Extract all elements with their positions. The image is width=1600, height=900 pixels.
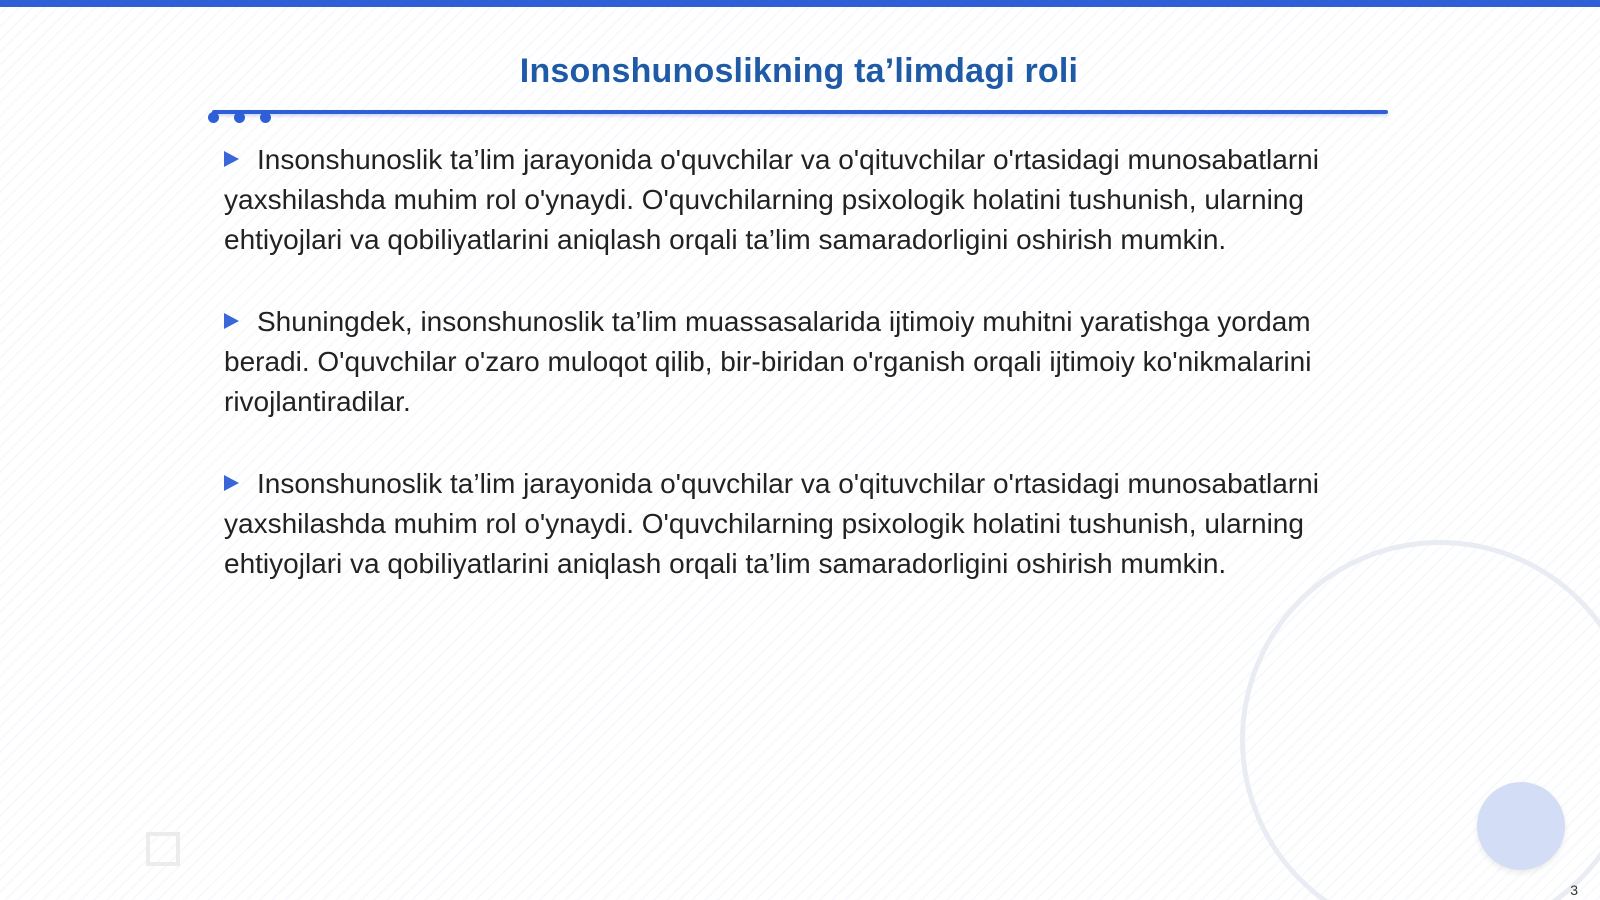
decorative-circle xyxy=(1477,782,1565,870)
bullet-text: Insonshunoslik ta’lim jarayonida o'quvchilar va o'qituvchilar o'rtasidagi munosabatlarni yaxshilashda muhim rol o'ynaydi. O'quvchilarning psixologik holatini tushunish, ularning ehtiyojlari va qobiliyatlarini aniqlash orqali ta’lim samaradorligini oshirish mumkin. xyxy=(224,144,1319,255)
decorative-dot xyxy=(208,112,219,123)
bullet-text: Shuningdek, insonshunoslik ta’lim muassasalarida ijtimoiy muhitni yaratishga yordam beradi. O'quvchilar o'zaro muloqot qilib, bir-biridan o'rganish orqali ijtimoiy ko'nikmalarini rivojlantiradilar. xyxy=(224,306,1312,417)
bullet-list xyxy=(224,140,1384,626)
top-accent-bar xyxy=(0,0,1600,7)
title-underline xyxy=(212,110,1388,114)
page-number: 3 xyxy=(1570,882,1578,898)
decorative-dot xyxy=(260,112,271,123)
bullet-item xyxy=(224,302,1384,422)
triangle-right-icon xyxy=(224,475,239,491)
bullet-item xyxy=(224,464,1384,584)
decorative-dot xyxy=(234,112,245,123)
decorative-square xyxy=(146,832,180,866)
bullet-item xyxy=(224,140,1384,260)
triangle-right-icon xyxy=(224,313,239,329)
bullet-text: Insonshunoslik ta’lim jarayonida o'quvchilar va o'qituvchilar o'rtasidagi munosabatlarni yaxshilashda muhim rol o'ynaydi. O'quvchilarning psixologik holatini tushunish, ularning ehtiyojlari va qobiliyatlarini aniqlash orqali ta’lim samaradorligini oshirish mumkin. xyxy=(224,468,1319,579)
slide-title: Insonshunoslikning ta’limdagi roli xyxy=(519,52,1079,90)
triangle-right-icon xyxy=(224,151,239,167)
